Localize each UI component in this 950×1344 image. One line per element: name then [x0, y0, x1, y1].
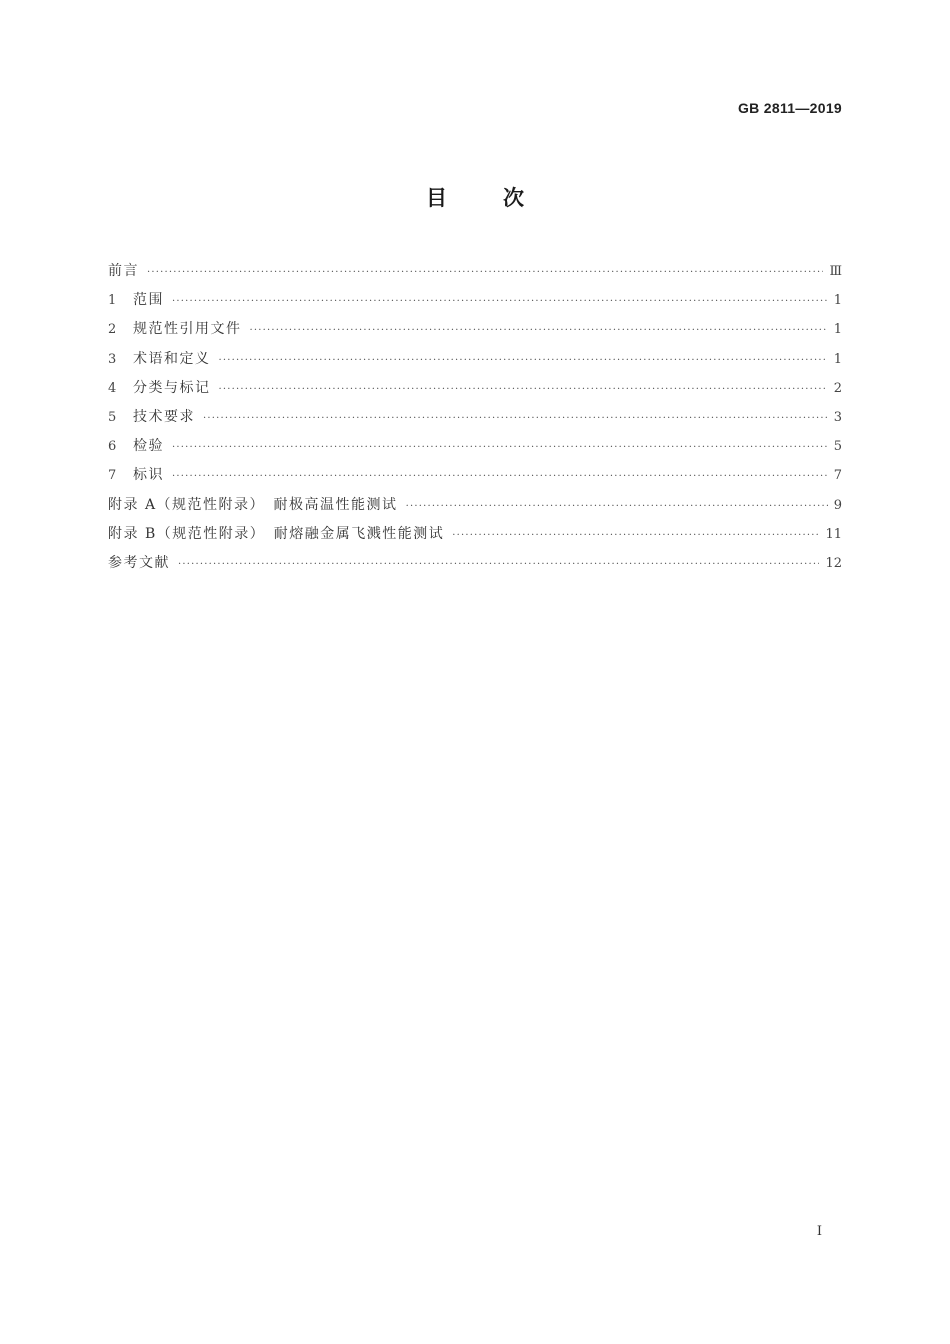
toc-label: 术语和定义 — [133, 350, 211, 367]
toc-page: Ⅲ — [829, 264, 842, 279]
toc-entry-1[interactable] — [108, 289, 842, 318]
toc-label: 范围 — [133, 292, 164, 309]
toc-label: 分类与标记 — [133, 379, 211, 396]
toc-label: 标识 — [133, 467, 164, 484]
toc-entry-2[interactable] — [108, 318, 842, 347]
toc-label: 附录 A（规范性附录） 耐极高温性能测试 — [108, 496, 398, 513]
title-char-1: 目 — [426, 186, 447, 210]
toc-entry-appendix-a[interactable] — [108, 494, 842, 523]
toc-number: 7 — [108, 468, 117, 484]
toc-number: 2 — [108, 322, 117, 338]
title-char-2: 次 — [503, 186, 524, 210]
table-of-contents — [108, 260, 842, 581]
toc-page: 7 — [833, 468, 842, 484]
page-number: I — [816, 1224, 822, 1239]
leader-dots — [406, 501, 828, 512]
leader-dots — [172, 296, 828, 307]
toc-number: 5 — [108, 409, 117, 425]
leader-dots — [178, 559, 819, 570]
leader-dots — [147, 267, 823, 278]
toc-page: 12 — [825, 555, 842, 571]
toc-entry-references[interactable] — [108, 552, 842, 581]
toc-label: 前言 — [108, 263, 139, 279]
toc-page: 1 — [833, 351, 842, 367]
toc-entry-6[interactable] — [108, 435, 842, 464]
toc-label: 技术要求 — [133, 408, 195, 425]
toc-number: 6 — [108, 439, 117, 455]
toc-label: 参考文献 — [108, 554, 170, 571]
toc-page: 11 — [825, 526, 842, 542]
leader-dots — [250, 325, 828, 336]
toc-label: 检验 — [133, 438, 164, 455]
toc-entry-7[interactable] — [108, 464, 842, 493]
leader-dots — [172, 442, 828, 453]
toc-page: 3 — [833, 409, 842, 425]
toc-label: 规范性引用文件 — [133, 321, 242, 338]
leader-dots — [452, 530, 819, 541]
toc-page: 1 — [833, 293, 842, 309]
toc-entry-3[interactable] — [108, 348, 842, 377]
page-title — [0, 182, 950, 212]
toc-page: 2 — [833, 380, 842, 396]
leader-dots — [203, 413, 828, 424]
leader-dots — [219, 384, 828, 395]
toc-page: 9 — [833, 497, 842, 513]
toc-entry-foreword[interactable] — [108, 260, 842, 289]
toc-number: 4 — [108, 380, 117, 396]
leader-dots — [219, 355, 828, 366]
toc-label: 附录 B（规范性附录） 耐熔融金属飞溅性能测试 — [108, 525, 445, 542]
toc-entry-5[interactable] — [108, 406, 842, 435]
toc-entry-appendix-b[interactable] — [108, 523, 842, 552]
toc-page: 5 — [833, 439, 842, 455]
leader-dots — [172, 471, 828, 482]
toc-entry-4[interactable] — [108, 377, 842, 406]
toc-page: 1 — [833, 322, 842, 338]
toc-number: 1 — [108, 293, 117, 309]
toc-number: 3 — [108, 351, 117, 367]
standard-code: GB 2811—2019 — [737, 100, 842, 116]
